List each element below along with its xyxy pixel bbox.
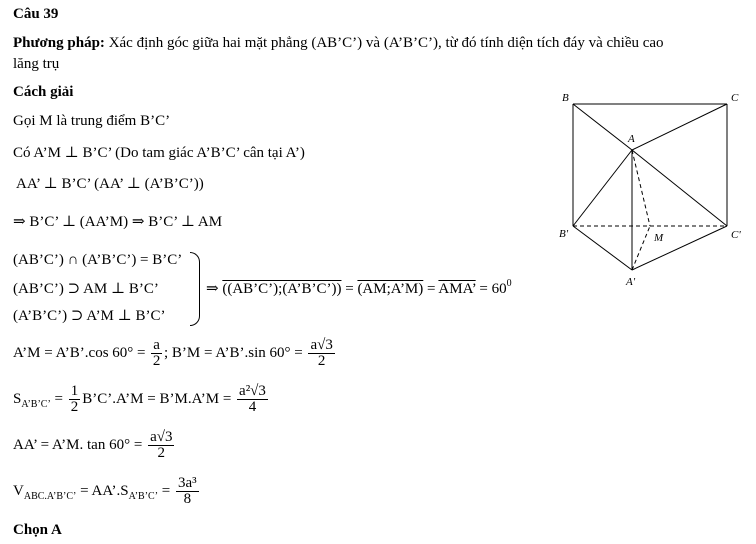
answer-label: Chọn A [13, 522, 62, 538]
am-fraction [151, 338, 162, 369]
area-expression: B’C’.A’M = B’M.A’M = [82, 390, 232, 407]
label-c1: C' [731, 229, 741, 241]
edge-c1a1 [632, 226, 727, 270]
edge-ab1 [573, 150, 632, 226]
edge-b1a1 [573, 226, 632, 270]
label-a: A [628, 133, 635, 145]
aa-perpendicular-line: AA’ ⊥ B’C’ (AA’ ⊥ (A’B’C’)) [16, 176, 204, 192]
area-fraction-2 [237, 384, 268, 415]
midpoint-line: Gọi M là trung điểm B’C’ [13, 113, 171, 129]
angle-degree: 0 [506, 278, 512, 289]
height-line [13, 430, 176, 461]
volume-eq: = [158, 482, 171, 499]
question-number: Câu 39 [13, 6, 59, 22]
height-frac-num: a√3 [150, 429, 173, 445]
label-a1: A' [626, 276, 636, 288]
area-line [13, 384, 270, 415]
area-eq: = [50, 390, 64, 407]
system-line-3: (A’B’C’) ⊃ A’M ⊥ B’C’ [13, 308, 166, 324]
am-frac-den: 2 [152, 353, 161, 369]
segment-am [632, 150, 650, 226]
am-expression: A’M = A’B’.cos 60° = [13, 344, 146, 361]
height-frac-den: 2 [157, 445, 165, 461]
implication-line: ⇒ B’C’ ⊥ (AA’M) ⇒ B’C’ ⊥ AM [13, 214, 223, 230]
volume-subscript-2: A’B’C’ [128, 490, 159, 502]
volume-line [13, 476, 201, 507]
bm-expression: ; B’M = A’B’.sin 60° = [163, 344, 303, 361]
volume-frac-den: 8 [183, 491, 192, 507]
system-line-2: (AB’C’) ⊃ AM ⊥ B’C’ [13, 281, 159, 297]
edge-ac1 [632, 150, 727, 226]
method-line-1 [13, 35, 664, 52]
label-b1: B' [559, 228, 569, 240]
angle-between-planes: ((AB’C’);(A’B’C’)) [222, 281, 342, 297]
bm-frac-num: a√3 [310, 337, 333, 353]
area-frac2-den: 4 [248, 399, 257, 415]
method-line-2: lăng trụ [13, 56, 60, 72]
area-fraction-1 [69, 384, 81, 415]
method-text: Xác định góc giữa hai mặt phẳng (AB’C’) và (A’B’C’), từ đó tính diện tích đáy và chiều cao [108, 35, 664, 51]
volume-frac-num: 3a³ [178, 475, 197, 491]
label-m: M [654, 232, 664, 244]
am-frac-num: a [153, 337, 160, 353]
height-fraction [148, 430, 174, 461]
angle-ama: AMA’ [438, 281, 476, 297]
angle-result-arrow: ⇒ [206, 281, 223, 297]
area-subscript: A’B’C’ [21, 398, 51, 410]
angle-result [206, 278, 512, 298]
system-brace [190, 252, 200, 326]
area-frac1-num: 1 [70, 383, 79, 399]
area-frac1-den: 2 [70, 399, 79, 415]
angle-eq-2: = [423, 281, 439, 297]
solution-heading: Cách giải [13, 84, 74, 100]
volume-expression: = AA’.S [76, 482, 129, 499]
perpendicular-line: Có A’M ⊥ B’C’ (Do tam giác A’B’C’ cân tại A’) [13, 145, 305, 161]
label-b: B [562, 92, 569, 104]
angle-eq-1: = [341, 281, 358, 297]
edge-ba [573, 104, 632, 150]
edge-ca [632, 104, 727, 150]
bm-frac-den: 2 [317, 353, 326, 369]
prism-figure [550, 80, 756, 290]
label-c: C [731, 92, 739, 104]
am-bm-line [13, 338, 337, 369]
volume-subscript: ABC.A’B’C’ [23, 490, 77, 502]
area-s: S [13, 390, 22, 407]
height-expression: AA’ = A’M. tan 60° = [13, 436, 143, 453]
area-frac2-num: a²√3 [239, 383, 266, 399]
system-line-1: (AB’C’) ∩ (A’B’C’) = B’C’ [13, 252, 183, 268]
volume-v: V [13, 482, 24, 499]
angle-value: = 60 [475, 281, 507, 297]
bm-fraction [308, 338, 334, 369]
volume-fraction [176, 476, 199, 507]
angle-between-lines: (AM;A’M) [357, 281, 424, 297]
method-label: Phương pháp: [13, 35, 105, 51]
